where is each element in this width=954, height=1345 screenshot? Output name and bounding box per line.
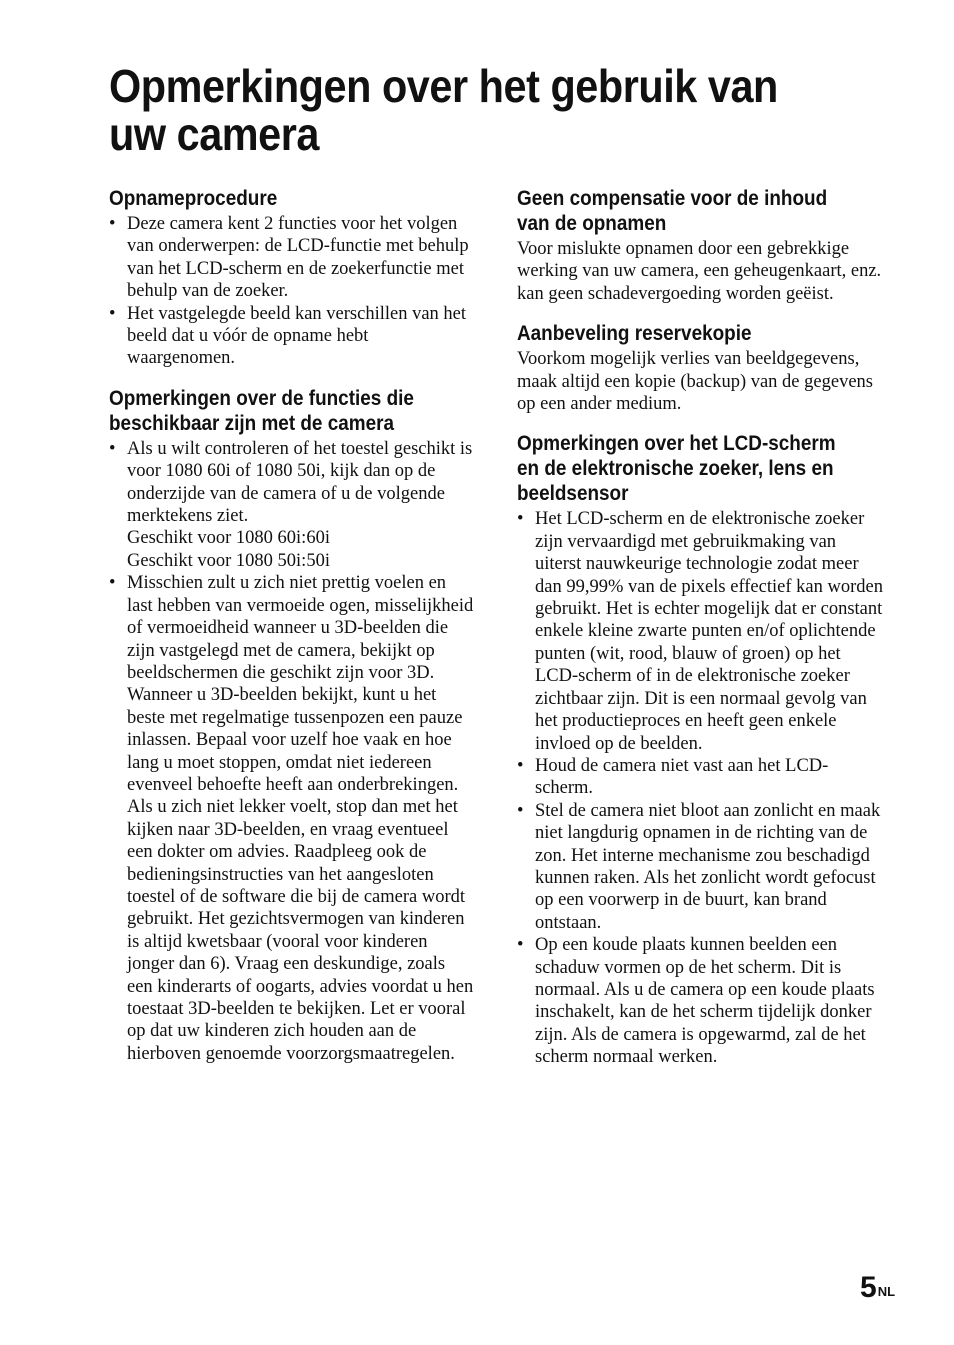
section-compensatie — [517, 186, 884, 305]
page-number — [860, 1270, 895, 1306]
section-heading: Aanbeveling reservekopie — [517, 321, 752, 346]
bullet-list — [109, 438, 474, 1065]
section-lcd-scherm — [517, 431, 884, 1068]
heading-line: beeldsensor — [517, 481, 629, 506]
list-item: • Houd de camera niet vast aan het LCD-scherm. — [517, 755, 884, 800]
bullet-list — [109, 213, 474, 370]
list-item: • Het LCD-scherm en de elektronische zoeker zijn vervaardigd met gebruikmaking van uiterst nauwkeurige technologie zodat meer dan 99,99% van de pixels effectief kan worden gebruikt. Het is echter mogelijk dat er constant enkele kleine zwarte punten en/of oplichtende punten (wit, rood, blauw of groen) op het LCD-scherm of in de elektronische zoeker zichtbaar zijn. Dit is een normaal gevolg van het productieproces en heeft geen enkele invloed op de beelden. — [517, 508, 884, 754]
left-column — [109, 186, 474, 1081]
list-item — [109, 438, 474, 572]
list-item: • Het vastgelegde beeld kan verschillen van het beeld dat u vóór de opname hebt waargenomen. — [109, 303, 474, 370]
heading-line: Geen compensatie voor de inhoud — [517, 186, 828, 210]
paragraph: Voorkom mogelijk verlies van beeldgegevens, maak altijd een kopie (backup) van de gegevens op een ander medium. — [517, 349, 873, 415]
bullet-list — [517, 508, 884, 1068]
list-item-text: Als u wilt controleren of het toestel geschikt is voor 1080 60i of 1080 50i, kijk dan op de onderzijde van de camera of u de volgende merktekens ziet. — [127, 438, 473, 527]
section-heading — [517, 186, 840, 236]
heading-line: Opmerkingen over de functies die — [109, 385, 414, 410]
section-heading: Opnameprocedure — [109, 186, 278, 210]
right-column — [517, 186, 884, 1085]
page-number-value: 5 — [860, 1271, 877, 1304]
mark-60i: Geschikt voor 1080 60i:60i — [127, 528, 330, 549]
section-opnameprocedure — [109, 186, 474, 370]
list-item: • Misschien zult u zich niet prettig voelen en last hebben van vermoeide ogen, misselijkheid of vermoeidheid wanneer u 3D-beelden die zijn vastgelegd met de camera, bekijkt op beeldschermen die geschikt zijn voor 3D. Wanneer u 3D-beelden bekijkt, kunt u het beste met regelmatige tussenpozen een pauze inlassen. Bepaal voor uzelf hoe vaak en hoe lang u moet stoppen, omdat niet iedereen evenveel behoefte heeft aan onderbrekingen. Als u zich niet lekker voelt, stop dan met het kijken naar 3D-beelden, en vraag eventueel een dokter om advies. Raadpleeg ook de bedieningsinstructies van het aangesloten toestel of de software die bij de camera wordt gebruikt. Het gezichtsvermogen van kinderen is altijd kwetsbaar (vooral voor kinderen jonger dan 6). Vraag een deskundige, zoals een kinderarts of oogarts, advies voordat u hen toestaat 3D-beelden te bekijken. Let er vooral op dat uw kinderen zich houden aan de hierboven genoemde voorzorgsmaatregelen. — [109, 572, 474, 1065]
mark-50i: Geschikt voor 1080 50i:50i — [127, 550, 330, 571]
heading-line: en de elektronische zoeker, lens en — [517, 456, 834, 481]
heading-line: van de opnamen — [517, 211, 667, 235]
list-item: • Deze camera kent 2 functies voor het volgen van onderwerpen: de LCD-functie met behulp van het LCD-scherm en de zoekerfunctie met behulp van de zoeker. — [109, 213, 474, 303]
paragraph: Voor mislukte opnamen door een gebrekkige werking van uw camera, een geheugenkaart, enz. kan geen schadevergoeding worden geëist. — [517, 239, 882, 304]
language-code: NL — [877, 1284, 896, 1299]
section-heading — [109, 386, 430, 436]
heading-line: Opmerkingen over het LCD-scherm — [517, 431, 836, 456]
list-item: • Stel de camera niet bloot aan zonlicht en maak niet langdurig opnamen in de richting van de zon. Het interne mechanisme zou beschadigd kunnen raken. Als het zonlicht wordt gefocust op een voorwerp in de buurt, kan brand ontstaan. — [517, 800, 884, 934]
section-heading — [517, 431, 840, 506]
page-title: Opmerkingen over het gebruik van uw camera — [109, 60, 778, 160]
heading-line: beschikbaar zijn met de camera — [109, 410, 394, 435]
section-reservekopie — [517, 321, 884, 415]
section-functies — [109, 386, 474, 1065]
list-item: • Op een koude plaats kunnen beelden een schaduw vormen op de het scherm. Dit is normaal. Als u de camera op een koude plaats inschakelt, kan de het scherm tijdelijk donker zijn. Als de camera is opgewarmd, zal de het scherm normaal werken. — [517, 934, 884, 1068]
